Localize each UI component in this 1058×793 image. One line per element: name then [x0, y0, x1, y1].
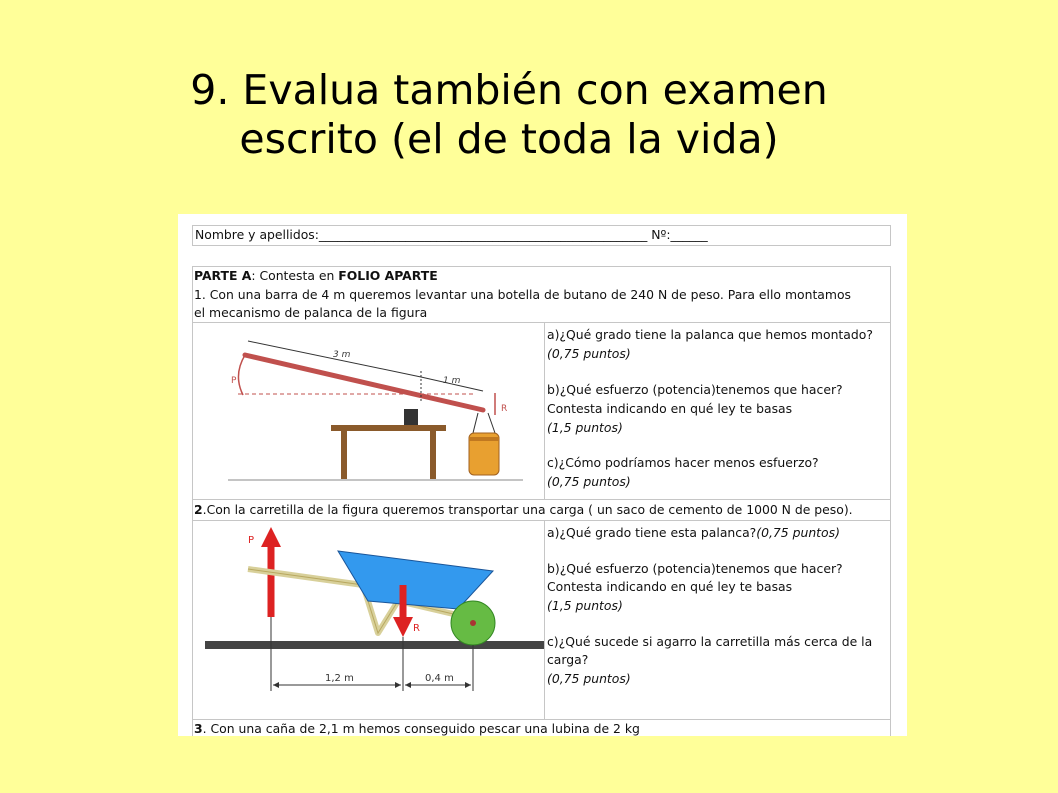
lever-figure	[193, 323, 544, 499]
label-P2: P	[248, 535, 255, 546]
q2c-points: (0,75 puntos)	[547, 671, 631, 686]
wheelbarrow-figure	[193, 521, 544, 719]
parte-a-heading	[194, 267, 438, 285]
folio-aparte: FOLIO APARTE	[338, 268, 438, 283]
exam-sheet	[178, 214, 907, 736]
label-R: R	[501, 404, 508, 414]
slide-title-line2: escrito (el de toda la vida)	[239, 115, 779, 163]
q2c-text2: carga?	[547, 652, 589, 667]
label-3m: 3 m	[333, 350, 351, 360]
q1a-text: a)¿Qué grado tiene la palanca que hemos montado?	[547, 327, 873, 342]
q2-text: .Con la carretilla de la figura queremos transportar una carga ( un saco de cemento de 1000 N de peso).	[202, 502, 853, 517]
q1b-text2: Contesta indicando en qué ley te basas	[547, 401, 793, 416]
parte-a-label: PARTE A	[194, 268, 252, 283]
q2a-text	[547, 524, 840, 542]
slide-title-line1: 9. Evalua también con examen	[190, 66, 828, 114]
q2-number: 2	[194, 502, 203, 517]
q2-questions-cell	[544, 520, 891, 720]
name-field-box	[192, 225, 891, 246]
q2a-points: (0,75 puntos)	[756, 525, 840, 540]
label-12m: 1,2 m	[325, 673, 354, 684]
parte-a-instruction: : Contesta en	[251, 268, 339, 283]
label-P: P	[231, 376, 237, 386]
q3-number: 3	[194, 721, 203, 736]
q2-statement	[194, 501, 853, 519]
label-1m: 1 m	[443, 376, 461, 386]
q1-line1: 1. Con una barra de 4 m queremos levantar una botella de butano de 240 N de peso. Para ello montamos	[194, 287, 852, 302]
q3-statement	[194, 720, 640, 736]
q2b-text2: Contesta indicando en qué ley te basas	[547, 579, 793, 594]
q2b-text1: b)¿Qué esfuerzo (potencia)tenemos que hacer?	[547, 561, 843, 576]
q1b-points: (1,5 puntos)	[547, 420, 623, 435]
q3-text: . Con una caña de 2,1 m hemos conseguido pescar una lubina de 2 kg	[202, 721, 640, 736]
q2a-question: a)¿Qué grado tiene esta palanca?	[547, 525, 757, 540]
label-R2: R	[413, 623, 420, 634]
q1c-text: c)¿Cómo podríamos hacer menos esfuerzo?	[547, 455, 819, 470]
q2c-text1: c)¿Qué sucede si agarro la carretilla más cerca de la	[547, 634, 873, 649]
label-04m: 0,4 m	[425, 673, 454, 684]
q1a-points: (0,75 puntos)	[547, 346, 631, 361]
q1c-points: (0,75 puntos)	[547, 474, 631, 489]
name-field-label: Nombre y apellidos:_____________________________________________________ Nº:______	[195, 227, 708, 242]
q2b-points: (1,5 puntos)	[547, 598, 623, 613]
q1b-text1: b)¿Qué esfuerzo (potencia)tenemos que hacer?	[547, 382, 843, 397]
slide-title	[0, 66, 1018, 164]
q1-line2: el mecanismo de palanca de la figura	[194, 305, 428, 320]
